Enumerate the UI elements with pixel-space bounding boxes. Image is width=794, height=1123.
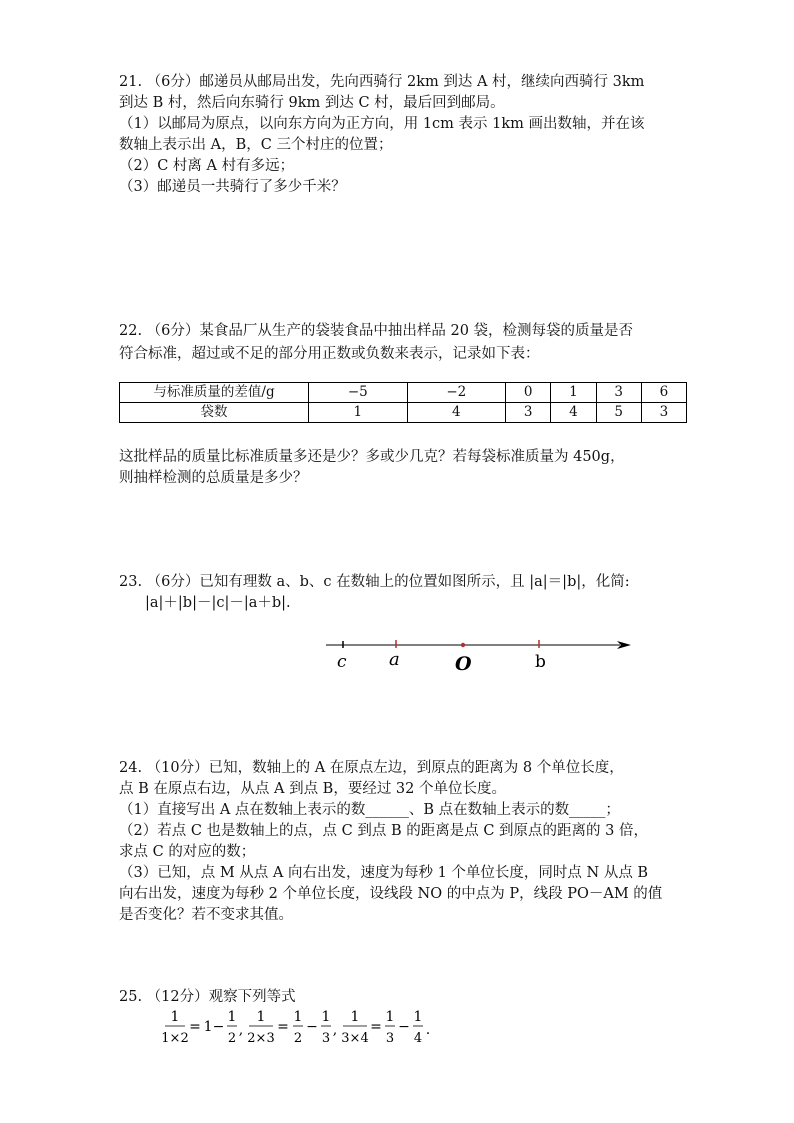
numerator: 1 <box>227 1009 237 1025</box>
denominator: 1×2 <box>161 1031 189 1046</box>
table-header-cell: 与标准质量的差值/g <box>120 383 309 403</box>
denominator: 2 <box>227 1031 237 1046</box>
table-header-cell: 袋数 <box>120 403 309 423</box>
denominator: 3×4 <box>341 1031 369 1046</box>
numerator: 1 <box>413 1009 423 1025</box>
q21-line: 21. （6分）邮递员从邮局出发，先向西骑行 2km 到达 A 村，继续向西骑行 3km <box>119 74 645 90</box>
table-row <box>120 383 687 403</box>
equals-sign: = <box>370 1019 382 1035</box>
denominator: 3 <box>321 1031 331 1046</box>
minus-sign: − <box>398 1019 410 1035</box>
q25-line: 25. （12分）观察下列等式 <box>119 989 296 1005</box>
numerator: 1 <box>256 1009 266 1025</box>
mass-difference-table <box>119 382 687 423</box>
numerator: 1 <box>293 1009 303 1025</box>
q24-line: 点 B 在原点右边，从点 A 到点 B，要经过 32 个单位长度。 <box>119 781 506 797</box>
q22-line: 这批样品的质量比标准质量多还是少？多或少几克？若每袋标准质量为 450g， <box>119 449 625 465</box>
q21-line: （2）C 村离 A 村有多远； <box>119 158 295 174</box>
table-cell: 1 <box>309 403 408 423</box>
table-cell: 4 <box>551 403 596 423</box>
table-cell: 5 <box>596 403 641 423</box>
q23-line: |a|＋|b|－|c|－|a＋b|. <box>145 595 291 611</box>
q24-line: （1）直接写出 A 点在数轴上表示的数______、B 点在数轴上表示的数_____； <box>119 802 620 818</box>
q22-line: 22. （6分）某食品厂从生产的袋装食品中抽出样品 20 袋，检测每袋的质量是否 <box>119 323 634 339</box>
equals-sign: = <box>189 1019 201 1035</box>
denominator: 3 <box>385 1031 395 1046</box>
q24-line: 向右出发，速度为每秒 2 个单位长度，设线段 NO 的中点为 P，线段 PO－AM 的值 <box>119 886 663 902</box>
q22-line: 则抽样检测的总质量是多少？ <box>119 470 308 486</box>
numerator: 1 <box>170 1009 180 1025</box>
comma: , <box>332 1022 338 1038</box>
label-a: a <box>389 649 400 670</box>
table-cell: 3 <box>506 403 551 423</box>
table-cell: 1 <box>551 383 596 403</box>
denominator: 4 <box>413 1031 423 1046</box>
label-b: b <box>535 652 546 672</box>
q21-line: （3）邮递员一共骑行了多少千米？ <box>119 179 346 195</box>
fraction-equations <box>161 1004 435 1048</box>
label-c: c <box>337 652 347 672</box>
denominator: 2×3 <box>247 1031 275 1046</box>
q24-line: 求点 C 的对应的数； <box>119 844 256 860</box>
origin-point <box>461 643 465 647</box>
q24-line: （2）若点 C 也是数轴上的点，点 C 到点 B 的距离是点 C 到原点的距离的 3 倍， <box>119 823 648 839</box>
one-minus: 1− <box>203 1019 225 1035</box>
table-cell: 4 <box>407 403 506 423</box>
q24-line: 是否变化？若不变求其值。 <box>119 907 293 923</box>
q21-line: 到达 B 村，然后向东骑行 9km 到达 C 村，最后回到邮局。 <box>119 95 505 111</box>
q21-line: 数轴上表示出 A，B，C 三个村庄的位置； <box>119 137 393 153</box>
q23-line: 23. （6分）已知有理数 a、b、c 在数轴上的位置如图所示，且 |a|＝|b|，化简: <box>119 574 630 590</box>
q24-line: 24. （10分）已知，数轴上的 A 在原点左边，到原点的距离为 8 个单位长度， <box>119 760 624 776</box>
q24-line: （3）已知，点 M 从点 A 向右出发，速度为每秒 1 个单位长度，同时点 N 从点 B <box>119 865 649 881</box>
minus-sign: − <box>306 1019 318 1035</box>
equals-sign: = <box>277 1019 289 1035</box>
table-cell: 6 <box>641 383 686 403</box>
table-cell: 0 <box>506 383 551 403</box>
numerator: 1 <box>350 1009 360 1025</box>
table-row <box>120 403 687 423</box>
label-origin: O <box>455 653 472 675</box>
comma: , <box>238 1022 244 1038</box>
denominator: 2 <box>293 1031 303 1046</box>
table-cell: 3 <box>641 403 686 423</box>
table-cell: 3 <box>596 383 641 403</box>
period: . <box>425 1022 431 1038</box>
q22-line: 符合标准，超过或不足的部分用正数或负数来表示，记录如下表： <box>119 346 540 362</box>
table-cell: −2 <box>407 383 506 403</box>
numerator: 1 <box>321 1009 331 1025</box>
number-line-diagram <box>320 630 640 680</box>
q21-line: （1）以邮局为原点，以向东方向为正方向，用 1cm 表示 1km 画出数轴，并在该 <box>119 116 645 132</box>
table-cell: −5 <box>309 383 408 403</box>
numerator: 1 <box>385 1009 395 1025</box>
